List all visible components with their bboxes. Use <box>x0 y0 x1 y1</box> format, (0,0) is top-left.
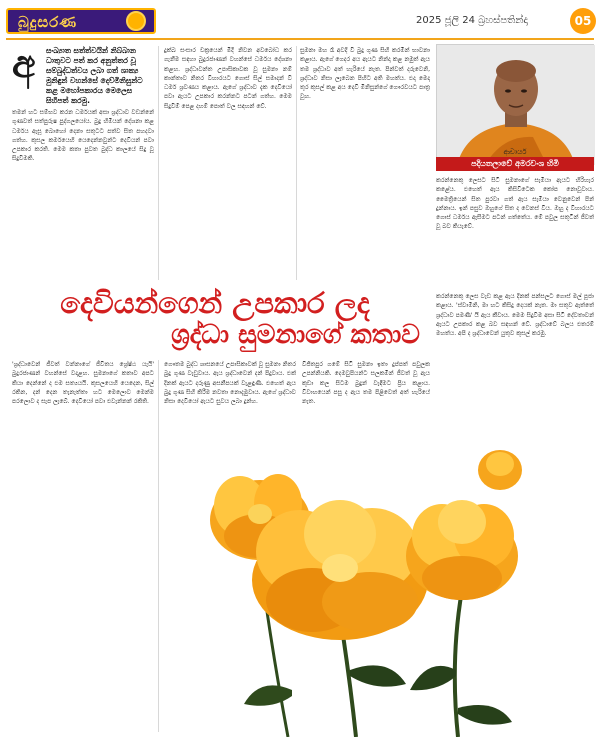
masthead-logo <box>6 8 156 34</box>
article-column-2-top: දුක්ඛ සංසාර චක්‍රයෙන් මිදී නිවන අවබෝධ කර ගැනීම සඳහා බුදුරජාණන් වහන්සේ ධර්මය දේශනා කළහ. ශ්‍රද්ධාවන්ත උපාසිකාවක වූ සුමනා නම් කාන්තාව නිතර විහාරයට ගොස් සිල් සමාදන් වී ධර්ම ශ්‍රවණය කළාය. ඇගේ ශ්‍රද්ධාව දැක දෙවියෝ පවා ඇයට උපකාර කරන්නට පටන් ගත්හ. මෙම සිදුවීම් පෙළ දහම් පොත් වල සඳහන් වේ. <box>164 47 294 110</box>
headline-line-1: දෙවියන්ගෙන් උපකාර ලද <box>60 286 370 320</box>
monk-portrait-illustration <box>437 45 595 165</box>
headline-line-2: ශ්‍රද්ධා සුමනාගේ කතාව <box>171 320 420 350</box>
column-divider <box>158 360 159 732</box>
masthead-rule <box>6 38 594 40</box>
flower-right <box>406 500 518 600</box>
article-column-2-bottom: ගෞතම බුද්ධ ශාසනයේ උපාසිකාවක් වූ සුමනා නිතර බුදු ගුණ වැඩුවාය. ඇය ශ්‍රද්ධාවෙන් දන් පිදුවාය. එක් දිනක් ඇයට දරුණු අසනීපයක් වැළඳුණි. එහෙත් ඇය බුදු ගුණ සිහි කිරීම නවතා නොදැමුවාය. ඇගේ ශ්‍රද්ධාව නිසා දෙවියෝ ඇයට සුවය ලබා දුන්හ. <box>164 361 298 406</box>
masthead <box>6 8 594 34</box>
article-column-4-bottom: කරන්නෙකු ලෙස වැඩ කළ ඇය දිනක් පන්සලට ගොස් මල් පූජා කළාය. 'ස්වාමීනි, මා හට කිසිදු දෙයක් නැත. මා සතුව ඇත්තේ ශ්‍රද්ධාව පමණි' යි ඇය කීවාය. මෙම සිදුවීම අසා සිටි දේවතාවන් ඇයට උපකාර කළ බව සඳහන් වේ. ශ්‍රද්ධාවේ බලය එතරම් මහත්ය. අපි ද ශ්‍රද්ධාවෙන් යුතුව කුසල් කරමු. <box>436 293 596 338</box>
flower-center <box>252 500 428 640</box>
sun-emblem-icon <box>126 11 146 31</box>
dropcap: අ <box>12 42 36 86</box>
page-number-badge: 05 <box>570 8 596 34</box>
column-divider <box>158 46 159 280</box>
article-column-3-top: සුමනා මහ රෑ අවදි වී බුදු ගුණ සිහි කරමින් භාවනා කළාය. ඇගේ ගෙදර අය ඇයට නින්දා කළ නමුත් ඇය තම ශ්‍රද්ධාව අත් හැරියේ නැත. පින්වත් දරුවෙනි, ශ්‍රද්ධාව නිසා ලැබෙන පිහිට අති මහත්ය. එදා මෙදා තුර කුසල් කළ අය දෙවි මිනිසුන්ගේ ගෞරවයට පාත්‍ර වූහ. <box>300 47 432 101</box>
article-column-4-top: කරන්නෙකු ලෙසට සිටි සුමනාගේ සැමියා ඇයට හිරිහැර කළේය. එහෙත් ඇය කිසිවිටෙක කෝප නොවූවාය. මෛත්‍රියෙන් සිත පුරවා ගත් ඇය සැමියා වෙනුවෙන් පින් දුන්නාය. ඉන් පසුව ඔහුගේ සිත ද වෙනස් විය. ඔහු ද විහාරයට ගොස් ධර්මය ඇසීමට පටන් ගත්තේය. මේ පවුල සතුටින් ජීවත් වූ බව කියැවේ. <box>436 177 596 231</box>
flower-bud <box>478 450 522 490</box>
yellow-flowers-illustration <box>200 440 530 737</box>
issue-date: 2025 ජූලි 24 බ්‍රහස්පතින්දා <box>416 15 528 26</box>
article-column-3-bottom: විජිතපුර ගමේ සිටි සුමනා ඉතා දුප්පත් පවුලක උපන්නියකි. දෙමවුපියන්ට සලකමින් ජීවත් වූ ඇය කුඩා කල සිටම බුදුන් වැඳීමට ප්‍රිය කළාය. විවාහයෙන් පසු ද ඇය තම පිළිවෙත් අත් හැරියේ නැත. <box>302 361 432 406</box>
article-column-1-top: තමන් හට සම්භව කරන ධර්මයක් අසා ශ්‍රද්ධාව වඩන්නේ ගුණවත් සත්පුරුෂ පුද්ගලයෝය. බුදු හිමියන් දේශනා කළ ධර්මය ඇසූ බොහෝ දෙනා සතුටට පත්ව සිත පහදවා ගත්හ. කුසල කර්මයෙහි යෙදෙන්නවුන්ට දෙවියන් පවා උපකාර කරති. මෙම කතා පුවත බුද්ධ කාලයේ සිදු වූ සිදුවීමකි. <box>12 109 156 163</box>
monk-portrait <box>436 44 594 164</box>
article-intro: සංඛ්‍යාත සත්ත්වයින් නිබ්බාන ධාතුවට පත් කර අනුත්තර වූ සම්බුද්ධත්වය ලබා ගත් ශාක්‍ය මුනිඳුන් වහන්සේ දෙව්මිනිසුන්ට කළ මහෝපකාරය මෙලෙස සිහිපත් කරමු. <box>46 46 143 105</box>
article-column-1-bottom: 'ශ්‍රද්ධාවෙන් ජීවත් වන්නාගේ ජීවිතය ශ්‍රේෂ්ඨ යැයි' බුදුරජාණන් වහන්සේ වදාළහ. සුමනාගේ කතාව අපට කියා දෙන්නේ ද එම සත්‍යයයි. කුසලයෙහි යෙදෙන, සිල් රකින, දන් දෙන තැනැත්තා හට මෙලොව මෙන්ම පරලොව ද සැප ලැබේ. දෙවියෝ පවා එවැන්නන් රකිති. <box>12 361 156 406</box>
portrait-title: ආචාර්ය <box>503 148 527 156</box>
column-divider <box>296 46 297 280</box>
portrait-name: පදියතලාවේ අමරවංශ හිමි <box>436 157 594 171</box>
logo-text: බුදුසරණ <box>18 13 78 31</box>
